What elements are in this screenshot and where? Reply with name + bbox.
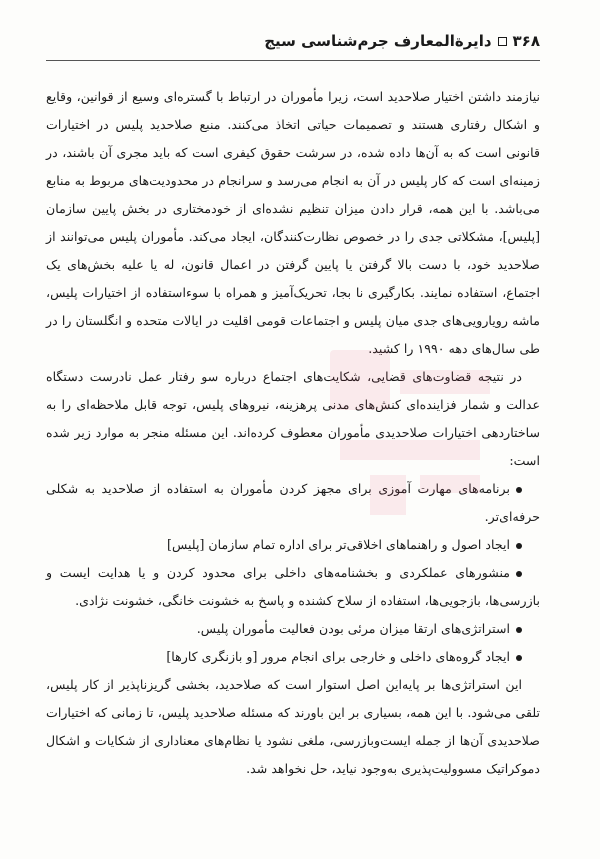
bullet-item-4 — [46, 615, 540, 643]
bullet-text-4: استراتژی‌های ارتقا میزان مرئی بودن فعالیت مأموران پلیس. — [196, 621, 510, 636]
square-ornament-icon — [498, 37, 507, 46]
closing-paragraph: این استراتژی‌ها بر پایه‌این اصل استوار است که صلاحدید، بخشی گریزناپذیر از کار پلیس، تلقی می‌شود. با این همه، بسیاری بر این باورند که مسئله صلاحدید پلیس، تا زمانی که اختیارات صلاحدیدی آن‌ها از جمله ایست‌وبازرسی، ملغی نشود یا نظام‌های معناداری از شکایات و اشکال دموکراتیک مسوولیت‌پذیری به‌وجود نیاید، حل نخواهد شد. — [46, 677, 540, 776]
running-header — [46, 28, 540, 54]
book-title: دایرةالمعارف جرم‌شناسی سیج — [264, 32, 492, 50]
bullet-text-1: برنامه‌های مهارت آموزی برای مجهز کردن مأموران به استفاده از صلاحدید به شکلی حرفه‌ای‌تر. — [46, 481, 540, 524]
bullet-icon — [516, 543, 522, 549]
bullet-item-2 — [46, 531, 540, 559]
bullet-text-3: منشورهای عملکردی و بخشنامه‌های داخلی برای محدود کردن و یا هدایت ایست و بازرسی‌ها، بازجویی‌ها، استفاده از سلاح کشنده و پاسخ به خشونت خانگی، خشونت نژادی. — [46, 565, 540, 608]
bullet-item-5 — [46, 643, 540, 671]
bullet-icon — [516, 487, 522, 493]
bullet-text-5: ایجاد گروه‌های داخلی و خارجی برای انجام مرور [و بازنگری کارها] — [166, 649, 510, 664]
bullet-item-1 — [46, 475, 540, 531]
paragraph-1: نیازمند داشتن اختیار صلاحدید است، زیرا مأموران در ارتباط با گستره‌ای وسیع از قوانین، وقایع و اشکال رفتاری هستند و تصمیمات حیاتی اتخاذ می‌کنند. منبع صلاحدید پلیس در اختیارات قانونی است که به آن‌ها داده شده، در سرشت حقوق کیفری است که باید مجری آن باشند، در زمینه‌ای است که کار پلیس در آن به انجام می‌رسد و سرانجام در محدودیت‌های مربوط به منابع می‌باشد. با این همه، قرار دادن میزان تنظیم نشده‌ای از خودمختاری در بخش پایین سازمان [پلیس]، مشکلاتی جدی را در خصوص نظارت‌کنندگان، ایجاد می‌کند. مأموران پلیس می‌توانند از صلاحدید خود، با دست بالا گرفتن یا پایین گرفتن در اعمال قانون، له یا علیه بخش‌های یک اجتماع، استفاده نمایند. بکارگیری نا بجا، تحریک‌آمیز و همراه با سوءاستفاده از اختیارات پلیس، ماشه رویارویی‌های جدی میان پلیس و اجتماعات قومی اقلیت در ایالات متحده و انگلستان را در طی سال‌های دهه ۱۹۹۰ را کشید. — [46, 89, 540, 356]
bullet-icon — [516, 571, 522, 577]
bullet-text-2: ایجاد اصول و راهنماهای اخلاقی‌تر برای اداره تمام سازمان [پلیس] — [167, 537, 510, 552]
bullet-list — [46, 475, 540, 671]
page-body — [46, 83, 540, 783]
bullet-icon — [516, 627, 522, 633]
page-number: ۳۶۸ — [512, 32, 540, 50]
paragraph-2: در نتیجه قضاوت‌های قضایی، شکایت‌های اجتماع درباره سو رفتار عمل نادرست دستگاه عدالت و شمار فزاینده‌ای کنش‌های مدنی پرهزینه، نیروهای پلیس، توجه قابل ملاحظه‌ای را به ساختاردهی اختیارات صلاحدیدی مأموران معطوف کرده‌اند. این مسئله منجر به موارد زیر شده است: — [46, 369, 540, 468]
header-divider — [46, 60, 540, 61]
bullet-icon — [516, 655, 522, 661]
bullet-item-3 — [46, 559, 540, 615]
